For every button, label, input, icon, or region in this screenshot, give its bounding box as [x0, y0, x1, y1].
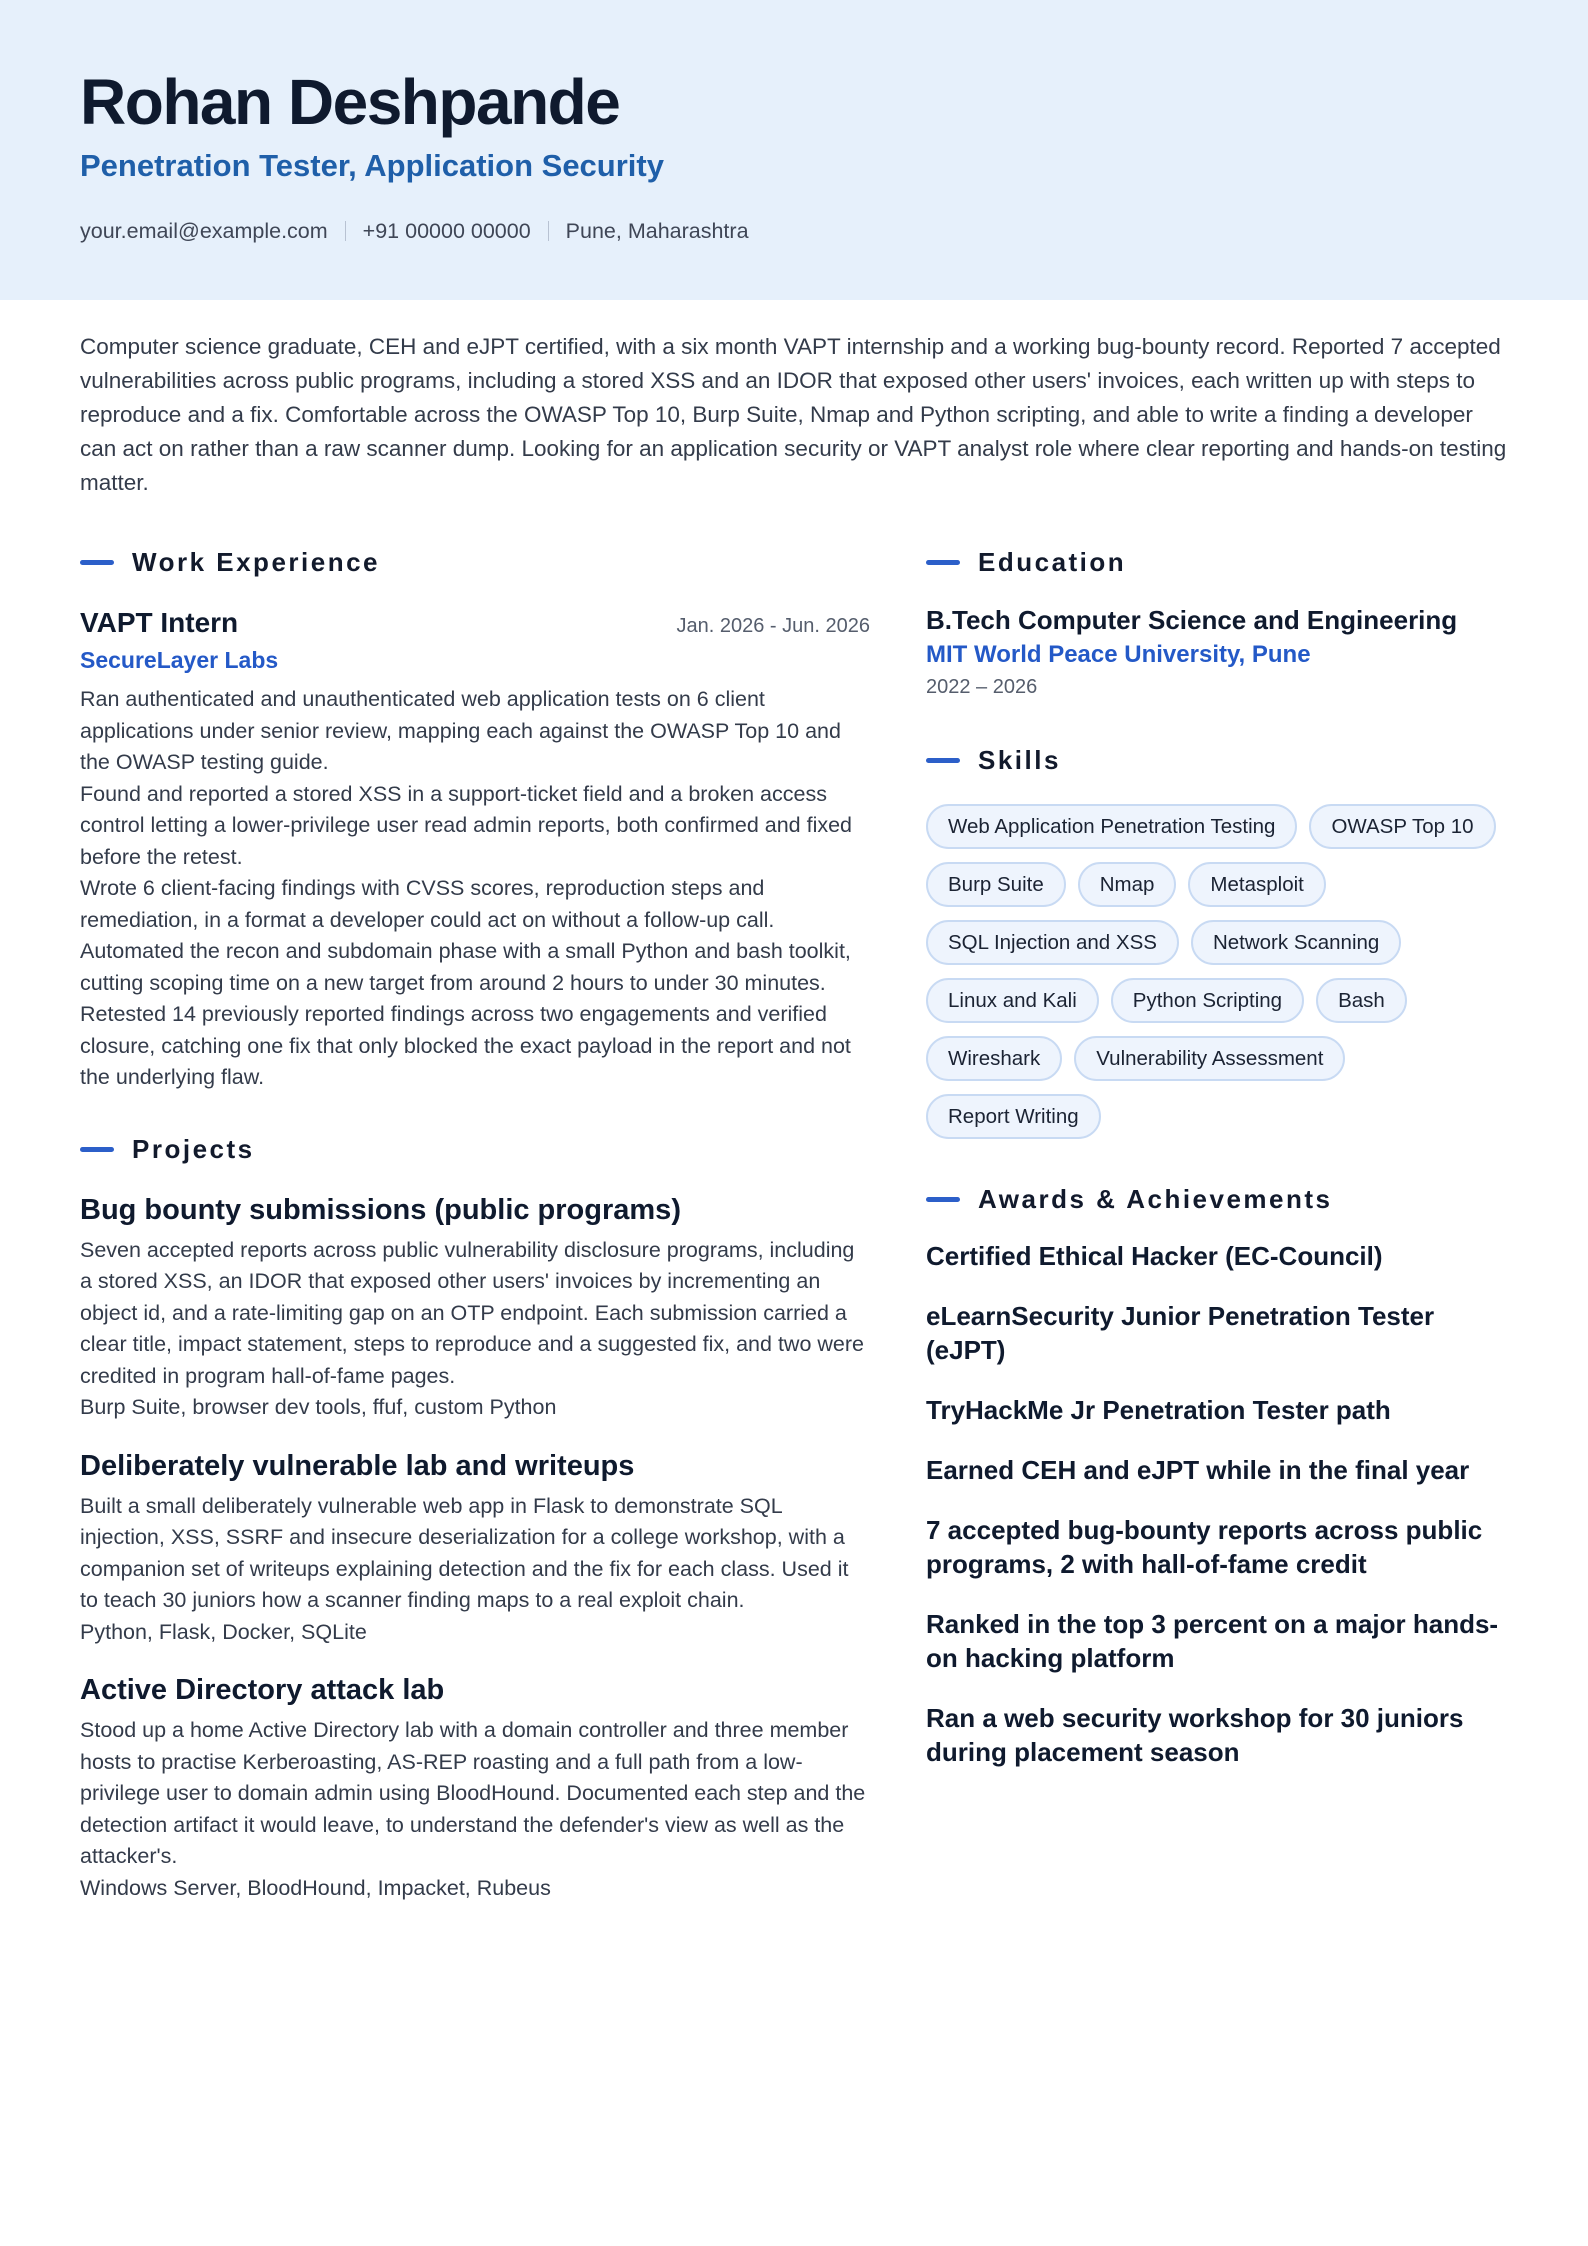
- skill-chip: Network Scanning: [1191, 920, 1401, 965]
- job-bullet: Ran authenticated and unauthenticated web application tests on 6 client applications under senior review, mapping each against the OWASP Top 10 and the OWASP testing guide.: [80, 687, 841, 774]
- award-item: 7 accepted bug-bounty reports across public programs, 2 with hall-of-fame credit: [926, 1515, 1483, 1579]
- skill-chip: Bash: [1316, 978, 1407, 1023]
- contact-phone[interactable]: +91 00000 00000: [362, 219, 531, 243]
- award-item: Ranked in the top 3 percent on a major hands-on hacking platform: [926, 1609, 1499, 1673]
- section-title: Education: [978, 546, 1127, 577]
- award-item: TryHackMe Jr Penetration Tester path: [926, 1395, 1391, 1425]
- job-bullet: Found and reported a stored XSS in a support-ticket field and a broken access control letting a lower-privilege user read admin reports, both confirmed and fixed before the retest.: [80, 781, 853, 869]
- skill-chip: Wireshark: [926, 1036, 1062, 1081]
- section-accent-bar: [926, 1197, 960, 1202]
- skill-chips: [926, 804, 1516, 1139]
- section-title: Projects: [132, 1134, 255, 1164]
- project-description: Stood up a home Active Directory lab with a domain controller and three member hosts to practise Kerberoasting, AS-REP roasting and a full path from a low-privilege user to domain admin using BloodHound. Documented each step and the detection artifact it would leave, to understand the defender's view as well as the attacker's.: [80, 1718, 866, 1868]
- job-bullet: Retested 14 previously reported findings across two engagements and verified closure, catching one fix that only blocked the exact payload in the report and not the underlying flaw.: [80, 1002, 851, 1089]
- project-title: Active Directory attack lab: [80, 1674, 445, 1706]
- award-item: eLearnSecurity Junior Penetration Tester (eJPT): [926, 1301, 1435, 1365]
- education-entry: [926, 602, 1516, 702]
- job-bullet: Wrote 6 client-facing findings with CVSS scores, reproduction steps and remediation, in a format a developer could act on without a follow-up call.: [80, 876, 775, 932]
- section-title: Awards & Achievements: [978, 1183, 1333, 1214]
- skill-chip: Linux and Kali: [926, 978, 1099, 1023]
- project-title: Deliberately vulnerable lab and writeups: [80, 1449, 635, 1482]
- skill-chip: Web Application Penetration Testing: [926, 804, 1297, 849]
- award-item: Earned CEH and eJPT while in the final year: [926, 1455, 1470, 1485]
- contact-divider: [345, 221, 346, 241]
- candidate-name: Rohan Deshpande: [80, 66, 620, 138]
- contact-email[interactable]: your.email@example.com: [80, 219, 328, 243]
- summary-paragraph: Computer science graduate, CEH and eJPT certified, with a six month VAPT internship and a working bug-bounty record. Reported 7 accepted vulnerabilities across public programs, including a stored XSS and an IDOR that exposed other users' invoices, each written up with steps to reproduce and a fix. Comfortable across the OWASP Top 10, Burp Suite, Nmap and Python scripting, and able to write a finding a developer can act on rather than a raw scanner dump. Looking for an application security or VAPT analyst role where clear reporting and hands-on testing matter.: [80, 334, 1507, 495]
- skill-chip: OWASP Top 10: [1309, 804, 1495, 849]
- contact-info: [80, 216, 1508, 246]
- section-heading-work: [80, 540, 870, 584]
- skill-chip: Python Scripting: [1111, 978, 1304, 1023]
- project-entry: [80, 1446, 870, 1649]
- skill-chip: SQL Injection and XSS: [926, 920, 1179, 965]
- section-title: Work Experience: [132, 546, 381, 577]
- project-tools: Burp Suite, browser dev tools, ffuf, custom Python: [80, 1395, 557, 1419]
- skills-section: [926, 738, 1516, 1139]
- award-item: Ran a web security workshop for 30 juniors during placement season: [926, 1703, 1464, 1767]
- section-heading-education: [926, 540, 1516, 584]
- section-accent-bar: [80, 560, 114, 565]
- job-role: VAPT Intern: [80, 607, 239, 638]
- skill-chip: Metasploit: [1188, 862, 1325, 907]
- section-title: Skills: [978, 744, 1061, 775]
- job-bullets: [80, 684, 870, 1094]
- project-title: Bug bounty submissions (public programs): [80, 1193, 681, 1226]
- skill-chip: Report Writing: [926, 1094, 1101, 1139]
- awards-list: [926, 1239, 1516, 1769]
- skill-chip: Burp Suite: [926, 862, 1066, 907]
- section-heading-awards: [926, 1177, 1516, 1221]
- job-dates: Jan. 2026 - Jun. 2026: [676, 615, 870, 637]
- projects-section: [80, 1128, 870, 1905]
- section-accent-bar: [926, 560, 960, 565]
- job-bullet: Automated the recon and subdomain phase with a small Python and bash toolkit, cutting scoping time on a new target from around 2 hours to under 30 minutes.: [80, 939, 851, 995]
- skill-chip: Vulnerability Assessment: [1074, 1036, 1345, 1081]
- project-tools: Python, Flask, Docker, SQLite: [80, 1619, 367, 1644]
- job-entry: [80, 604, 870, 1094]
- left-column: [80, 540, 870, 1904]
- skill-chip: Nmap: [1078, 862, 1177, 907]
- school: MIT World Peace University, Pune: [926, 641, 1311, 668]
- right-column: [926, 540, 1516, 1795]
- section-heading-skills: [926, 738, 1516, 782]
- candidate-title: Penetration Tester, Application Security: [80, 148, 664, 183]
- contact-divider: [548, 221, 549, 241]
- awards-section: [926, 1177, 1516, 1769]
- job-company: SecureLayer Labs: [80, 647, 279, 673]
- project-description: Seven accepted reports across public vulnerability disclosure programs, including a stored XSS, an IDOR that exposed other users' invoices by incrementing an object id, and a rate-limiting gap on an OTP endpoint. Each submission carried a clear title, impact statement, steps to reproduce and a suggested fix, and two were credited in program hall-of-fame pages.: [80, 1237, 864, 1388]
- project-entry: [80, 1190, 870, 1424]
- contact-location: Pune, Maharashtra: [565, 219, 749, 243]
- resume-header: [0, 0, 1588, 300]
- section-accent-bar: [80, 1147, 114, 1152]
- award-item: Certified Ethical Hacker (EC-Council): [926, 1241, 1383, 1271]
- project-entry: [80, 1670, 870, 1904]
- project-description: Built a small deliberately vulnerable web app in Flask to demonstrate SQL injection, XSS, SSRF and insecure deserialization for a college workshop, with a companion set of writeups explaining detection and the fix for each class. Used it to teach 30 juniors how a scanner finding maps to a real exploit chain.: [80, 1493, 849, 1612]
- section-heading-projects: [80, 1128, 870, 1172]
- degree: B.Tech Computer Science and Engineering: [926, 605, 1458, 635]
- section-accent-bar: [926, 758, 960, 763]
- project-tools: Windows Server, BloodHound, Impacket, Rubeus: [80, 1875, 551, 1900]
- education-years: 2022 – 2026: [926, 676, 1038, 698]
